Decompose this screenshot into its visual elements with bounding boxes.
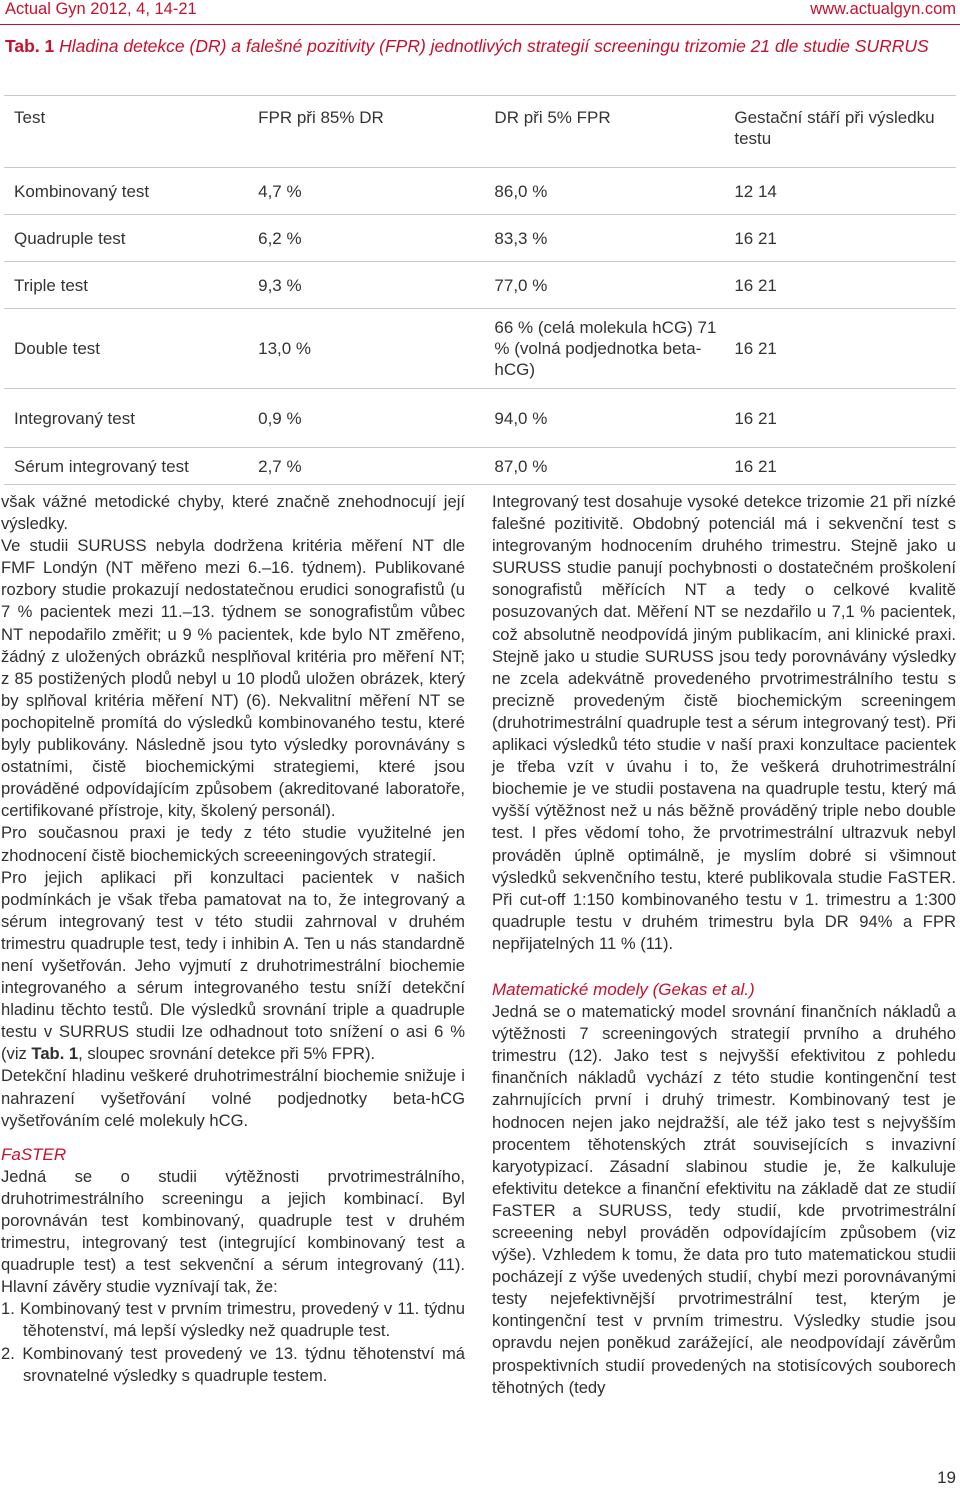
section-heading-faster: FaSTER: [1, 1144, 67, 1164]
paragraph: však vážné metodické chyby, které značně znehodnocují její výsledky.: [1, 492, 465, 534]
table-cell: 16 21: [730, 262, 956, 309]
journal-url[interactable]: www.actualgyn.com: [810, 0, 956, 18]
right-column: [492, 491, 956, 1399]
conclusions-list: [1, 1298, 465, 1386]
table-caption-label: Tab. 1: [5, 36, 55, 56]
table-cell: 16 21: [730, 215, 956, 262]
paragraph: Jedná se o matematický model srovnání finančních nákladů a výtěžnosti 7 screeningových strategií prvního a druhého trimestru (12). Jako test s nejvyšší efektivitou z pohledu finančních nákladů vychází z této studie kontingenční test zahrnujících první i druhý trimestr. Kombinovaný test je hodnocen nejen jako nejdražší, ale též jako test s nejvyšším procentem těhotenských ztrát souvisejících s invazivní karyotypizací. Zásadní slabinou studie je, že kalkuluje efektivitu detekce a finanční efektivitu na základě dat ze studií FaSTER a SURUSS, tedy studií, kde prvotrimestrální screeening nebyl prováděn odpovídajícím způsobem (viz výše). Vzhledem k tomu, že data pro tuto matematickou studii pocházejí z výše uvedených studií, chybí mezi porovnávanými testy nejefektivnější prvotrimestrální test, kterým je kontingenční test v prvním trimestru. Výsledky studie jsou opravdu nejen poněkud zarážející, ale neodpovídají závěrům prospektivních studií provedených na stotisícových souborech těhotných (tedy: [492, 1002, 956, 1397]
header-cell: FPR při 85% DR: [254, 96, 490, 168]
table-reference: Tab. 1: [31, 1044, 79, 1064]
table-cell: 13,0 %: [254, 309, 490, 389]
paragraph: Detekční hladinu veškeré druhotrimestrální biochemie snižuje i nahrazení vyšetřování volné podjednotky beta-hCG vyšetřováním celé molekuly hCG.: [1, 1066, 465, 1130]
paragraph: Ve studii SURUSS nebyla dodržena kritéria měření NT dle FMF Londýn (NT měřeno mezi 6.–16. týdnem). Publikované rozbory studie prokazují nedostatečnou erudici sonografistů (u 7 % pacientek mezi 11.–13. týdnem se sonografistům vůbec NT nepodařilo změřit; u 9 % pacientek, kde bylo NT změřeno, žádný z uložených obrázků nesplňoval kritéria pro měření NT; z 85 postižených plodů nebyl u 10 plodů uložen obrázek, který by splňoval kritéria měření NT) (6). Nekvalitní měření NT se pochopitelně promítá do výsledků kombinovaného testu, které byly publikovány. Následně jsou tyto výsledky porovnávány s ostatními, čistě biochemickými strategiemi, které jsou prováděné odpovídajícím způsobem (akreditované laboratoře, certifikované přístroje, kity, školený personál).: [1, 536, 465, 821]
table-row: [4, 389, 956, 448]
table-row: [4, 448, 956, 485]
left-column: [1, 491, 465, 1387]
table-cell: 86,0 %: [490, 168, 730, 215]
table-cell: 2,7 %: [254, 448, 490, 485]
journal-citation: Actual Gyn 2012, 4, 14-21: [5, 0, 197, 18]
table-cell: Triple test: [4, 262, 254, 309]
list-item: 2. Kombinovaný test provedený ve 13. týdnu těhotenství má srovnatelné výsledky s quadruple testem.: [1, 1343, 465, 1385]
table-cell: 16 21: [730, 309, 956, 389]
table-row: [4, 215, 956, 262]
section-heading-models: Matematické modely (Gekas et al.): [492, 979, 755, 999]
table-cell: Integrovaný test: [4, 389, 254, 448]
paragraph: Jedná se o studii výtěžnosti prvotrimestrálního, druhotrimestrálního screeningu a jejich kombinací. Byl porovnáván test kombinovaný, quadruple test v druhém trimestru, integrovaný test (integrující kombinovaný test a quadruple test) a test sekvenční a sérum integrovaný (11). Hlavní závěry studie vyznívají tak, že:: [1, 1166, 465, 1297]
header-cell: Gestační stáří při výsledku testu: [730, 96, 956, 168]
paragraph-text: Pro jejich aplikaci při konzultaci pacientek v našich podmínkách je však třeba pamatovat na to, že integrovaný a sérum integrovaný test v této studii zahrnoval v druhém trimestru quadruple test, tedy i inhibin A. Ten u nás standardně není vyšetřován. Jeho vyjmutí z druhotrimestrální biochemie integrovaného a sérum integrovaného testu sníží detekční hladinu těchto testů. Dle výsledků srovnání triple a quadruple testu v SURRUS studii lze odhadnout toto snížení o asi 6 % (viz: [1, 867, 465, 1064]
table-caption: [5, 36, 940, 57]
table-row: [4, 262, 956, 309]
table-cell: 87,0 %: [490, 448, 730, 485]
table-cell: 12 14: [730, 168, 956, 215]
table-header-row: [4, 96, 956, 168]
paragraph: Integrovaný test dosahuje vysoké detekce trizomie 21 při nízké falešné pozitivitě. Obdobný potenciál má i sekvenční test s integrovaným hodnocením druhého trimestru. Stejně jako u SURUSS studie panují pochybnosti o dostatečném proškolení sonografistů měřících NT a tedy o celkové kvalitě posuzovaných dat. Měření NT se nezdařilo u 7,1 % pacientek, což absolutně neodpovídá jiným publikacím, ani klinické praxi. Stejně jako u studie SURUSS jsou tedy porovnávány výsledky ne zcela adekvátně provedeného prvotrimestrálního testu s precizně provedeným čistě biochemickým screeningem (druhotrimestrální quadruple test a sérum integrovaný test). Při aplikaci výsledků této studie v naší praxi konzultace pacientek je třeba vzít v úvahu i to, že veškerá druhotrimestrální biochemie je ve studii postavena na quadruple testu, který má vyšší výtěžnost než u nás běžně prováděný triple nebo double test. I přes vědomí toho, že prvotrimestrální ultrazvuk nebyl prováděn úplně optimálně, je myslím dobré si všimnout výsledků sekvenčního testu, které publikovala studie FaSTER. Při cut-off 1:150 kombinovaného testu v 1. trimestru a 1:300 quadruple testu v druhém trimestru byla DR 94% a FPR nepřijatelných 11 % (11).: [492, 492, 956, 953]
header-cell: DR při 5% FPR: [490, 96, 730, 168]
results-table: [4, 95, 956, 485]
table-cell: 66 % (celá molekula hCG) 71 % (volná podjednotka beta-hCG): [490, 309, 730, 389]
list-item: 1. Kombinovaný test v prvním trimestru, provedený v 11. týdnu těhotenství, má lepší výsledky než quadruple test.: [1, 1299, 465, 1341]
table-cell: Quadruple test: [4, 215, 254, 262]
table-cell: Double test: [4, 309, 254, 389]
table-cell: 6,2 %: [254, 215, 490, 262]
table-cell: 77,0 %: [490, 262, 730, 309]
paragraph: Pro současnou praxi je tedy z této studie využitelné jen zhodnocení čistě biochemických screeeningových strategií.: [1, 823, 465, 865]
table-cell: 4,7 %: [254, 168, 490, 215]
table-cell: 83,3 %: [490, 215, 730, 262]
table-cell: Sérum integrovaný test: [4, 448, 254, 485]
paragraph-text: , sloupec srovnání detekce při 5% FPR).: [78, 1044, 376, 1064]
table-cell: 0,9 %: [254, 389, 490, 448]
page-number: 19: [937, 1468, 956, 1487]
table-cell: 94,0 %: [490, 389, 730, 448]
table-cell: 9,3 %: [254, 262, 490, 309]
table-caption-text: Hladina detekce (DR) a falešné pozitivity (FPR) jednotlivých strategií screeningu trizomie 21 dle studie SURRUS: [54, 36, 929, 56]
table-cell: 16 21: [730, 448, 956, 485]
table-row: [4, 168, 956, 215]
header-rule: [0, 24, 960, 25]
paragraph: [1, 867, 465, 1066]
table-cell: Kombinovaný test: [4, 168, 254, 215]
table-cell: 16 21: [730, 389, 956, 448]
table-row: [4, 309, 956, 389]
header-cell: Test: [4, 96, 254, 168]
